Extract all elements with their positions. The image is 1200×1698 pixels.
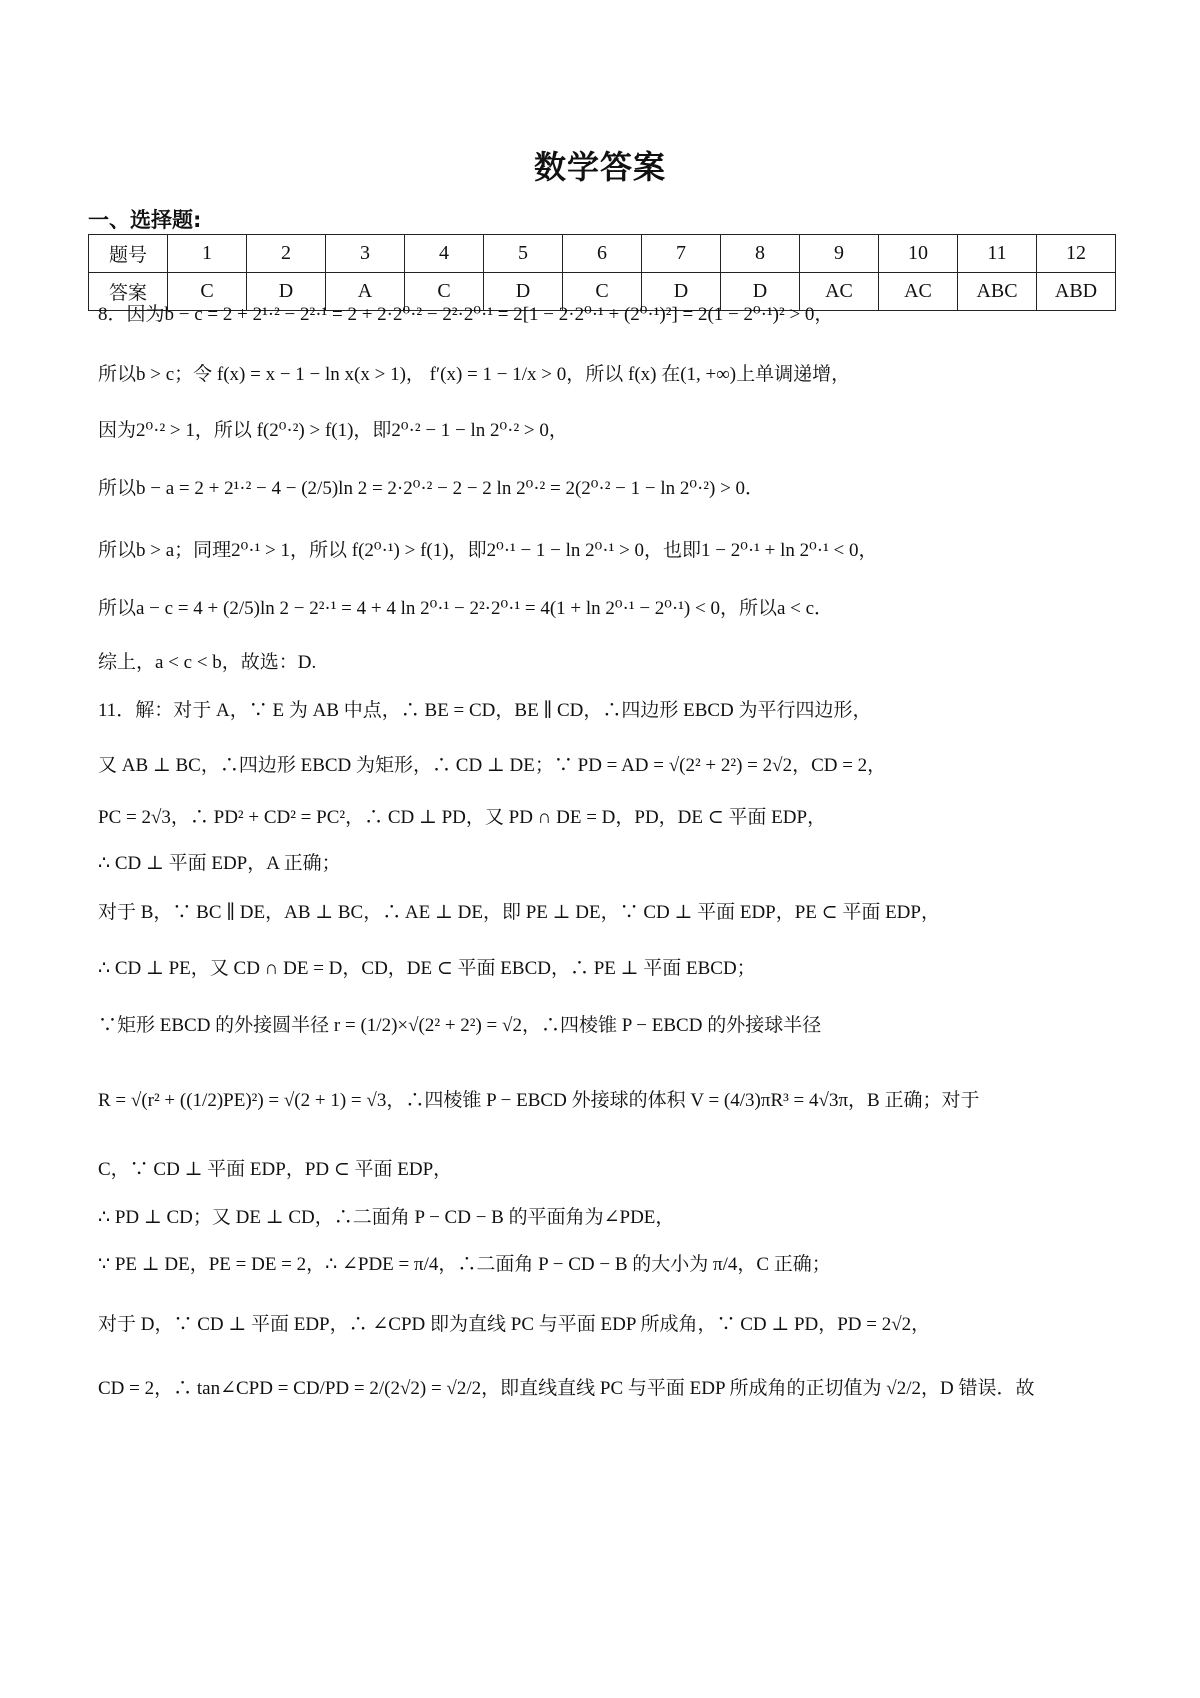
solution-line: C，∵ CD ⊥ 平面 EDP，PD ⊂ 平面 EDP， [98,1159,453,1180]
solution-line: 11．解：对于 A，∵ E 为 AB 中点，∴ BE = CD，BE ∥ CD，∴四边形 EBCD 为平行四边形， [98,700,872,721]
solution-line: 8．因为b − c = 2 + 2¹·² − 2²·¹ = 2 + 2·2⁰·² − 2²·2⁰·¹ = 2[1 − 2·2⁰·¹ + (2⁰·¹)²] = 2(1 − 2⁰·¹)² > 0， [98,304,834,325]
section-heading: 一、选择题: [88,208,202,232]
solution-line: CD = 2，∴ tan∠CPD = CD/PD = 2/(2√2) = √2/2，即直线直线 PC 与平面 EDP 所成角的正切值为 √2/2，D 错误．故 [98,1378,1035,1399]
question-number-cell: 9 [800,235,879,273]
answer-cell: D [247,273,326,311]
answer-cell: ABC [958,273,1037,311]
question-number-cell: 10 [879,235,958,273]
question-number-cell: 8 [721,235,800,273]
question-number-cell: 2 [247,235,326,273]
question-number-cell: 12 [1037,235,1116,273]
answer-table [88,234,1116,311]
solution-line: 对于 D，∵ CD ⊥ 平面 EDP，∴ ∠CPD 即为直线 PC 与平面 EDP 所成角，∵ CD ⊥ PD，PD = 2√2， [98,1314,931,1335]
table-header-cell: 题号 [89,235,168,273]
question-number-cell: 4 [405,235,484,273]
solution-line: 所以b > c；令 f(x) = x − 1 − ln x(x > 1)， f′(x) = 1 − 1/x > 0，所以 f(x) 在(1, +∞)上单调递增， [98,364,851,385]
answer-cell: D [642,273,721,311]
question-number-cell: 7 [642,235,721,273]
solution-line: 所以a − c = 4 + (2/5)ln 2 − 2²·¹ = 4 + 4 ln 2⁰·¹ − 2²·2⁰·¹ = 4(1 + ln 2⁰·¹ − 2⁰·¹) < 0，所以a < c． [98,598,834,619]
solution-line: PC = 2√3，∴ PD² + CD² = PC²，∴ CD ⊥ PD，又 PD ∩ DE = D，PD，DE ⊂ 平面 EDP， [98,807,827,828]
question-number-cell: 6 [563,235,642,273]
solution-line: 综上，a < c < b，故选：D. [98,652,317,673]
question-number-cell: 3 [326,235,405,273]
answer-cell: AC [879,273,958,311]
question-number-cell: 1 [168,235,247,273]
table-header-cell: 答案 [89,273,168,311]
solution-line: ∵ PE ⊥ DE，PE = DE = 2，∴ ∠PDE = π/4，∴二面角 P − CD − B 的大小为 π/4，C 正确； [98,1254,831,1275]
answer-cell: C [405,273,484,311]
page-title: 数学答案 [533,148,666,186]
solution-line: R = √(r² + ((1/2)PE)²) = √(2 + 1) = √3，∴四棱锥 P − EBCD 外接球的体积 V = (4/3)πR³ = 4√3π，B 正确；对于 [98,1090,980,1111]
solution-line: 又 AB ⊥ BC，∴四边形 EBCD 为矩形，∴ CD ⊥ DE；∵ PD = AD = √(2² + 2²) = 2√2，CD = 2， [98,755,887,776]
solution-line: 所以b > a；同理2⁰·¹ > 1，所以 f(2⁰·¹) > f(1)，即2⁰·¹ − 1 − ln 2⁰·¹ > 0，也即1 − 2⁰·¹ + ln 2⁰·¹ < 0， [98,540,878,561]
solution-line: 所以b − a = 2 + 2¹·² − 4 − (2/5)ln 2 = 2·2⁰·² − 2 − 2 ln 2⁰·² = 2(2⁰·² − 1 − ln 2⁰·²) > 0． [98,478,765,499]
answer-cell: A [326,273,405,311]
solution-line: 对于 B，∵ BC ∥ DE，AB ⊥ BC，∴ AE ⊥ DE，即 PE ⊥ DE，∵ CD ⊥ 平面 EDP，PE ⊂ 平面 EDP， [98,902,940,923]
answer-cell: C [168,273,247,311]
answer-cell: AC [800,273,879,311]
question-number-cell: 5 [484,235,563,273]
solution-line: ∵矩形 EBCD 的外接圆半径 r = (1/2)×√(2² + 2²) = √2，∴四棱锥 P − EBCD 的外接球半径 [98,1015,822,1036]
answer-cell: ABD [1037,273,1116,311]
answer-cell: D [484,273,563,311]
solution-line: ∴ CD ⊥ PE，又 CD ∩ DE = D，CD，DE ⊂ 平面 EBCD，∴ PE ⊥ 平面 EBCD； [98,958,756,979]
table-row-numbers [89,235,1116,273]
answer-cell: C [563,273,642,311]
answer-cell: D [721,273,800,311]
question-number-cell: 11 [958,235,1037,273]
solution-line: 因为2⁰·² > 1，所以 f(2⁰·²) > f(1)，即2⁰·² − 1 − ln 2⁰·² > 0， [98,420,568,441]
solution-line: ∴ PD ⊥ CD；又 DE ⊥ CD，∴二面角 P − CD − B 的平面角为∠PDE， [98,1207,675,1228]
solution-line: ∴ CD ⊥ 平面 EDP，A 正确； [98,853,341,874]
